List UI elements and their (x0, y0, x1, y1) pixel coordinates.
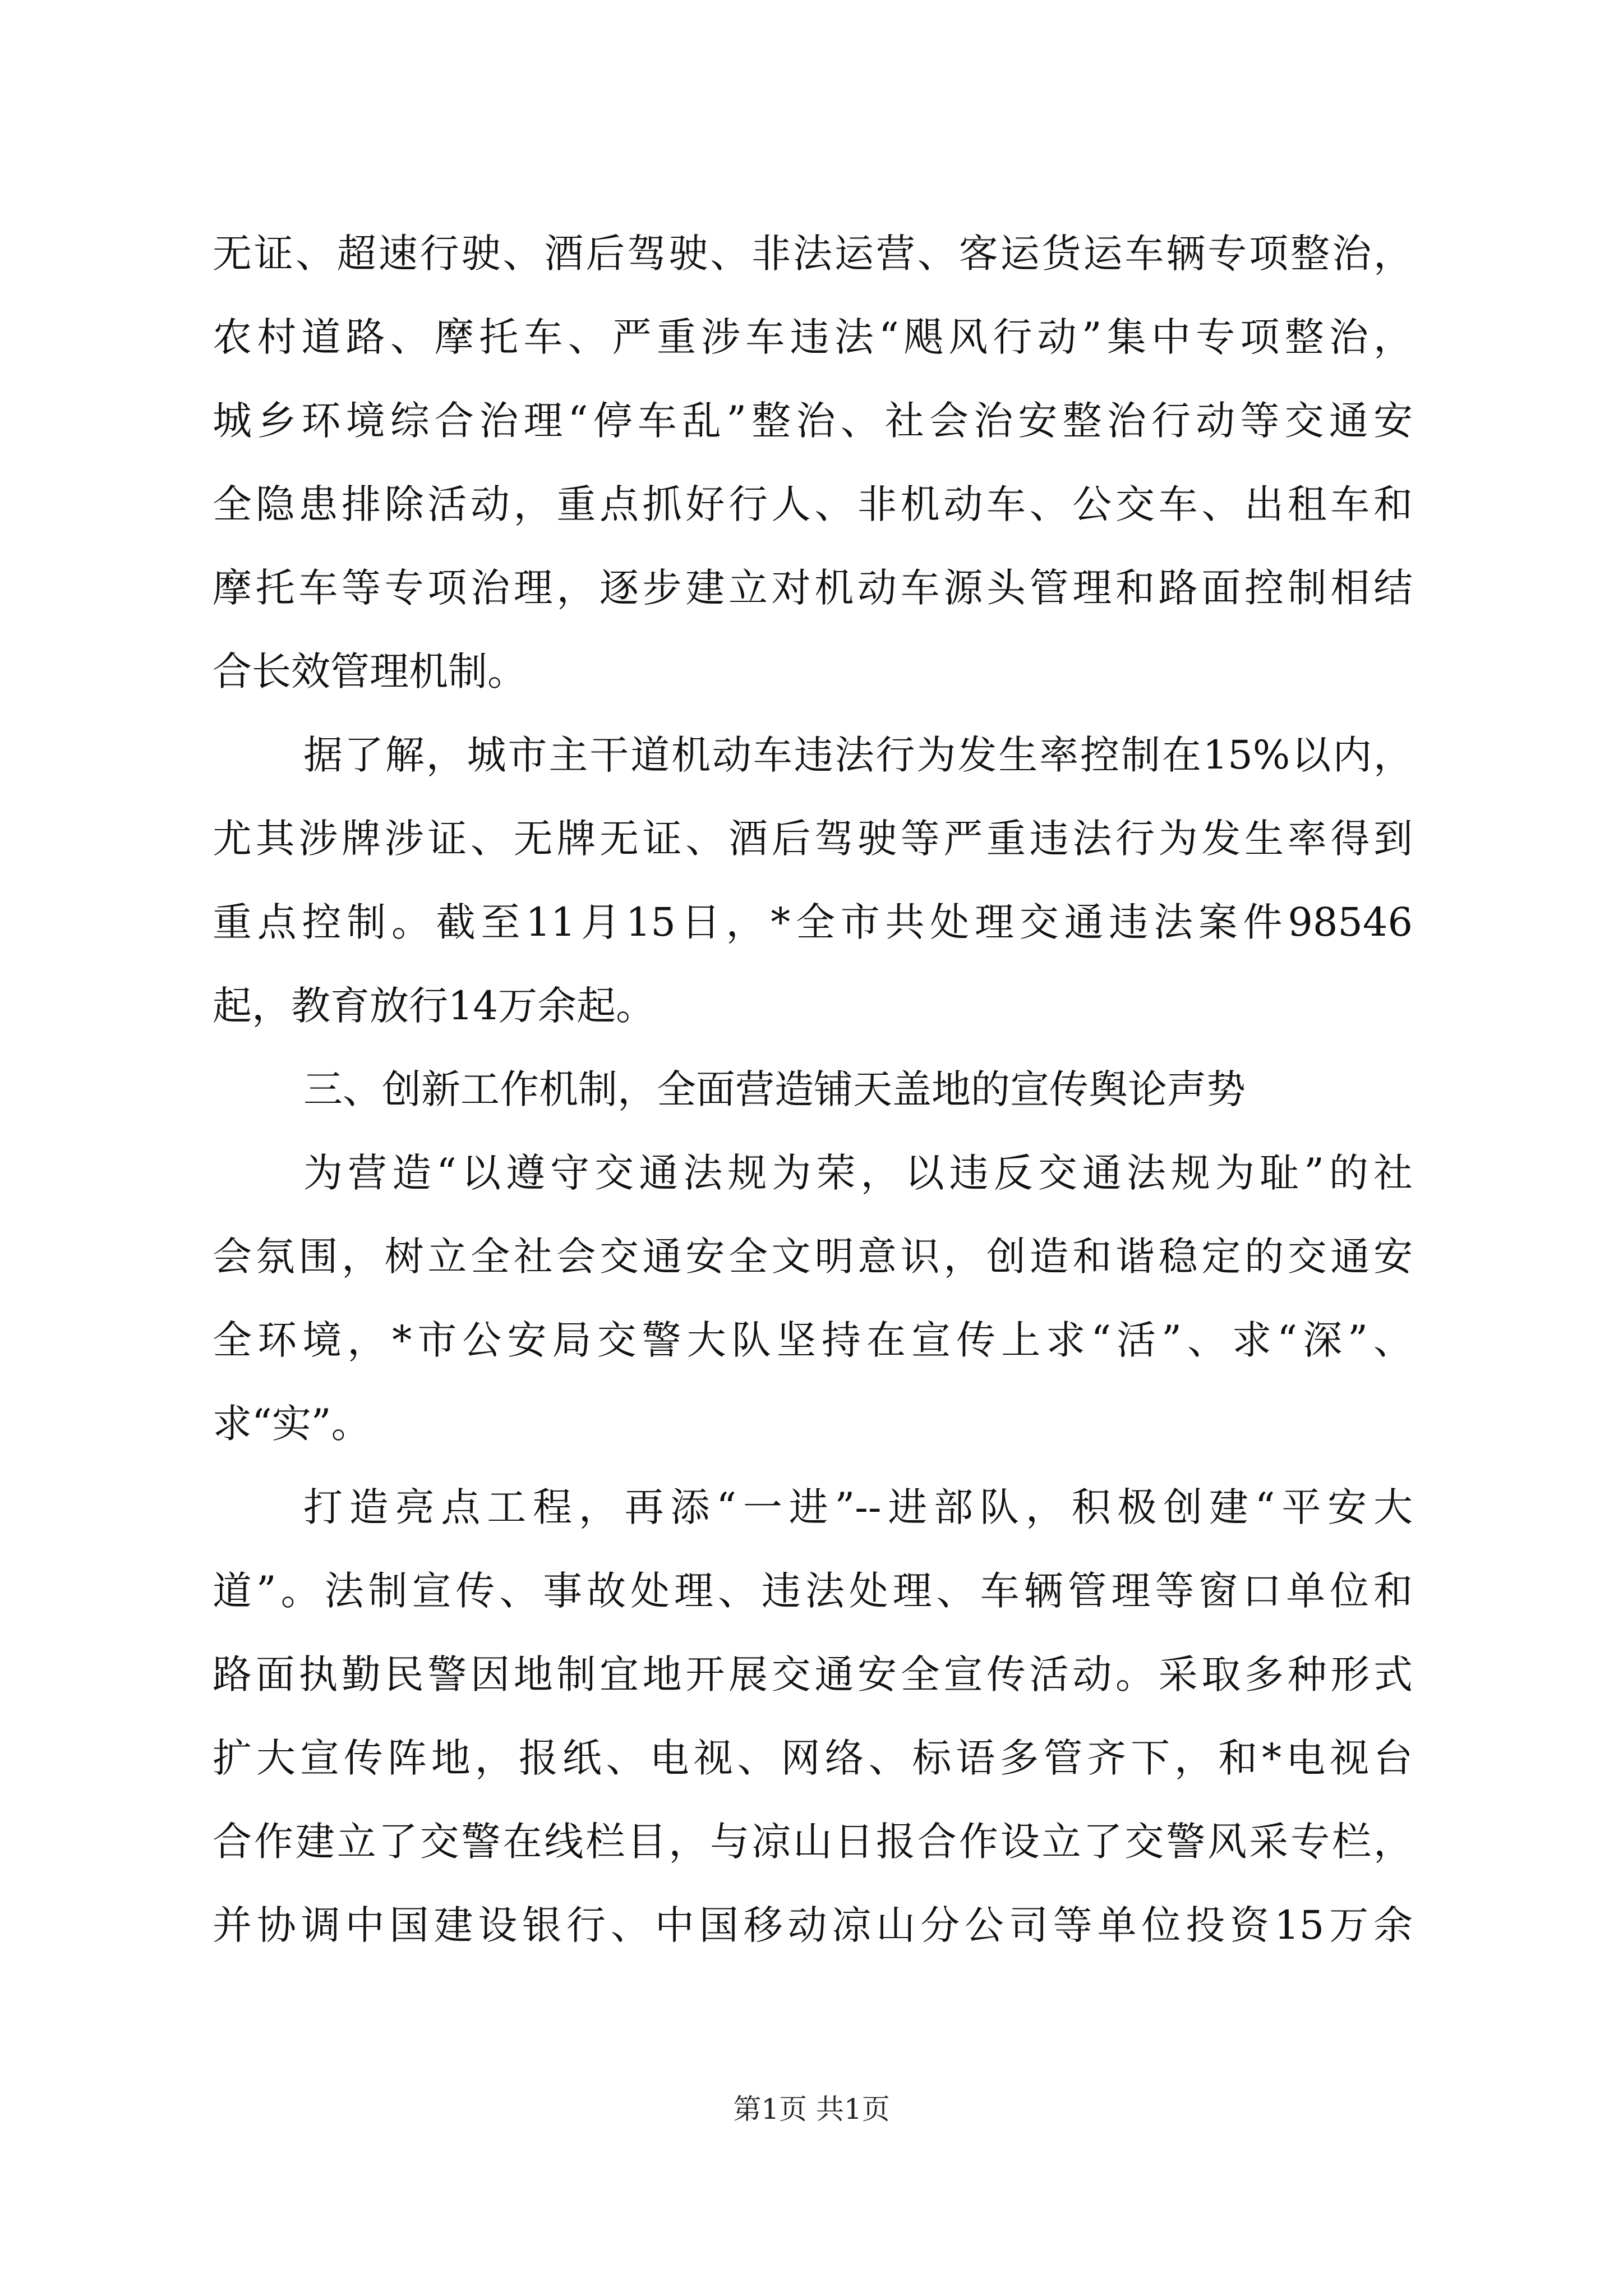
text-line-9: 重点控制。截至11月15日，*全市共处理交通违法案件98546 (213, 899, 1413, 945)
text-line-2: 农村道路、摩托车、严重涉车违法“飓风行动”集中专项整治， (213, 314, 1413, 360)
text-line-3: 城乡环境综合治理“停车乱”整治、社会治安整治行动等交通安 (213, 398, 1413, 444)
text-line-19: 扩大宣传阵地，报纸、电视、网络、标语多管齐下，和*电视台 (213, 1735, 1413, 1781)
text-line-14: 全环境，*市公安局交警大队坚持在宣传上求“活”、求“深”、 (213, 1317, 1413, 1363)
text-line-8: 尤其涉牌涉证、无牌无证、酒后驾驶等严重违法行为发生率得到 (213, 816, 1413, 862)
text-line-6: 合长效管理机制。 (213, 648, 527, 694)
text-line-21: 并协调中国建设银行、中国移动凉山分公司等单位投资15万余 (213, 1902, 1413, 1948)
section-heading: 三、创新工作机制，全面营造铺天盖地的宣传舆论声势 (303, 1066, 1246, 1112)
text-line-1: 无证、超速行驶、酒后驾驶、非法运营、客运货运车辆专项整治， (213, 231, 1413, 277)
text-line-17: 道”。法制宣传、事故处理、违法处理、车辆管理等窗口单位和 (213, 1568, 1413, 1614)
text-line-16: 打造亮点工程，再添“一进”--进部队，积极创建“平安大 (303, 1484, 1413, 1530)
text-line-13: 会氛围，树立全社会交通安全文明意识，创造和谐稳定的交通安 (213, 1234, 1413, 1280)
text-line-18: 路面执勤民警因地制宜地开展交通安全宣传活动。采取多种形式 (213, 1651, 1413, 1697)
text-line-10: 起，教育放行14万余起。 (213, 983, 656, 1029)
text-line-7: 据了解，城市主干道机动车违法行为发生率控制在15%以内， (303, 732, 1413, 778)
text-line-5: 摩托车等专项治理，逐步建立对机动车源头管理和路面控制相结 (213, 565, 1413, 611)
text-line-20: 合作建立了交警在线栏目，与凉山日报合作设立了交警风采专栏， (213, 1819, 1413, 1865)
text-line-12: 为营造“以遵守交通法规为荣，以违反交通法规为耻”的社 (303, 1150, 1413, 1196)
text-line-4: 全隐患排除活动，重点抓好行人、非机动车、公交车、出租车和 (213, 481, 1413, 527)
page-number-footer: 第1页 共1页 (733, 2093, 890, 2125)
document-body (213, 212, 1413, 1967)
text-line-15: 求“实”。 (213, 1401, 371, 1447)
